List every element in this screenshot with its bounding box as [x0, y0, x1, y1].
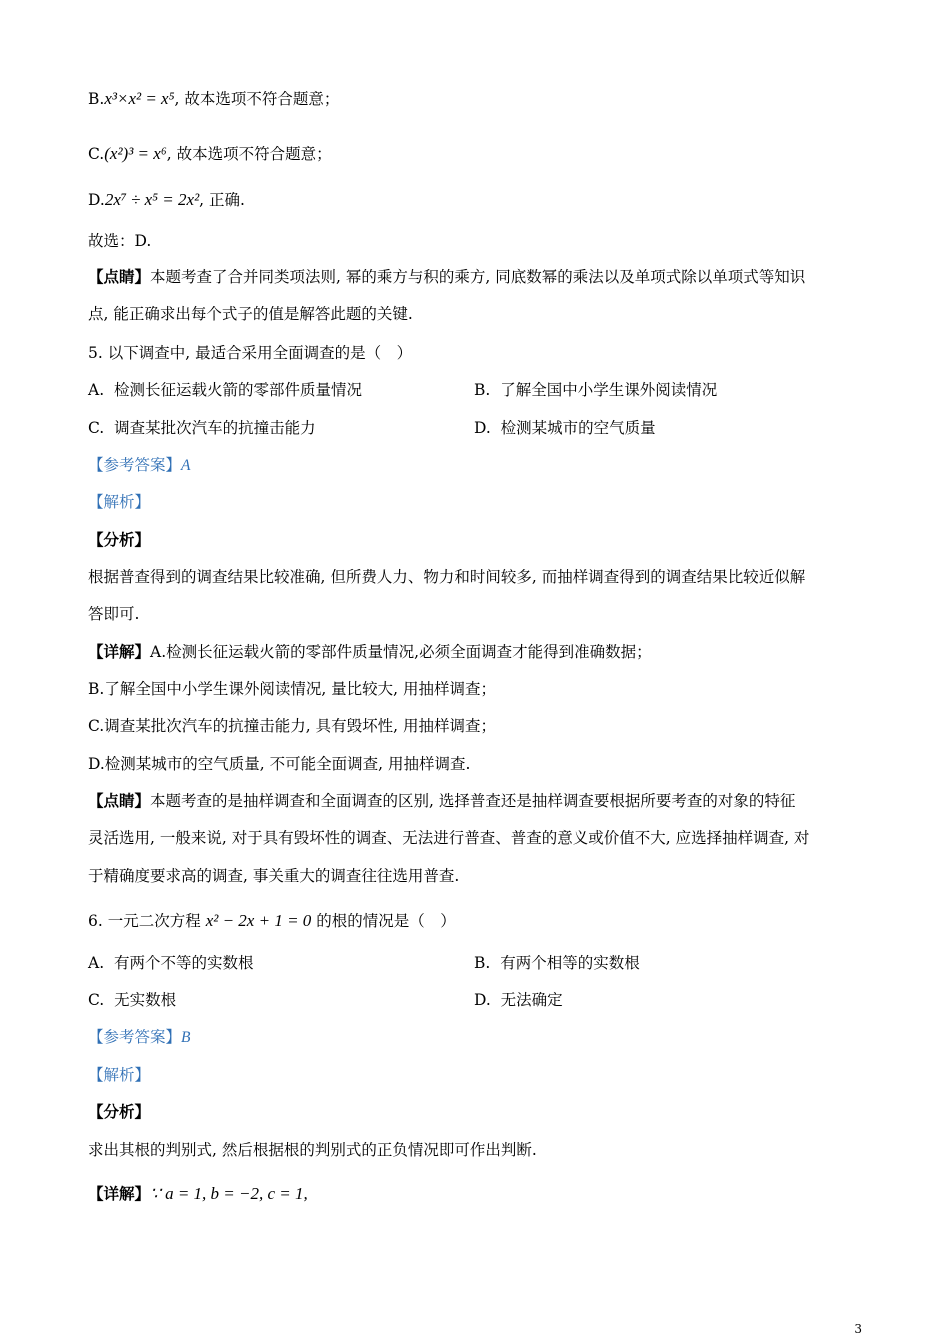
q5-stem: 5. 以下调查中, 最适合采用全面调查的是（ ）: [88, 344, 413, 362]
q5-tip-line1: 【点睛】本题考查的是抽样调查和全面调查的区别, 选择普查还是抽样调查要根据所要考查的对象的特征: [88, 791, 796, 810]
q6-fenxi-line1: 求出其根的判别式, 然后根据根的判别式的正负情况即可作出判断.: [88, 1141, 537, 1159]
q4-tip-line1: 【点睛】本题考查了合并同类项法则, 幂的乘方与积的乘方, 同底数幂的乘法以及单项式除以单项式等知识: [88, 267, 806, 286]
q4-option-d-line: D.2x⁷ ÷ x⁵ = 2x², 正确.: [88, 190, 245, 209]
q5-detail-a: 【详解】A.检测长征运载火箭的零部件质量情况,必须全面调查才能得到准确数据；: [88, 642, 652, 661]
q5-detail-c: C.调查某批次汽车的抗撞击能力, 具有毁坏性, 用抽样调查；: [88, 717, 496, 735]
q4-option-c-line: C.(x²)³ = x⁶, 故本选项不符合题意；: [88, 144, 332, 163]
q5-option-b: B. 了解全国中小学生课外阅读情况: [474, 381, 718, 399]
q4-tip-line2: 点, 能正确求出每个式子的值是解答此题的关键.: [88, 305, 413, 323]
q4-option-b-line: B.x³×x² = x⁵, 故本选项不符合题意；: [88, 89, 340, 108]
q5-option-d: D. 检测某城市的空气质量: [474, 419, 656, 437]
q6-answer: 【参考答案】B: [88, 1028, 191, 1046]
page-number: 3: [854, 1322, 862, 1336]
q5-fenxi-line1: 根据普查得到的调查结果比较准确, 但所费人力、物力和时间较多, 而抽样调查得到的调查结果比较近似解: [88, 568, 806, 586]
q5-tip-line3: 于精确度要求高的调查, 事关重大的调查往往选用普查.: [88, 867, 460, 885]
q5-option-a: A. 检测长征运载火箭的零部件质量情况: [88, 381, 362, 399]
q6-stem: 6. 一元二次方程 x² − 2x + 1 = 0 的根的情况是（ ）: [88, 911, 456, 930]
q5-answer: 【参考答案】A: [88, 456, 191, 474]
math-expression: x² − 2x + 1 = 0: [205, 911, 312, 930]
q5-analysis-label: 【解析】: [88, 493, 151, 511]
q5-detail-d: D.检测某城市的空气质量, 不可能全面调查, 用抽样调查.: [88, 755, 471, 773]
q6-option-c: C. 无实数根: [88, 991, 177, 1009]
q6-fenxi-label: 【分析】: [88, 1102, 151, 1121]
q5-fenxi-line2: 答即可.: [88, 605, 140, 623]
q6-option-a: A. 有两个不等的实数根: [88, 954, 254, 972]
math-expression: (x²)³ = x⁶: [104, 144, 167, 163]
math-expression: 2x⁷ ÷ x⁵ = 2x²: [104, 190, 200, 209]
q6-analysis-label: 【解析】: [88, 1066, 151, 1084]
math-expression: ∵ a = 1, b = −2, c = 1,: [150, 1184, 308, 1203]
q6-option-b: B. 有两个相等的实数根: [474, 954, 640, 972]
q5-fenxi-label: 【分析】: [88, 530, 151, 549]
q5-tip-line2: 灵活选用, 一般来说, 对于具有毁坏性的调查、无法进行普查、普查的意义或价值不大, 应选择抽样调查, 对: [88, 829, 810, 847]
q5-detail-b: B.了解全国中小学生课外阅读情况, 量比较大, 用抽样调查；: [88, 680, 497, 698]
q6-detail: 【详解】∵ a = 1, b = −2, c = 1,: [88, 1184, 308, 1203]
math-expression: x³×x² = x⁵: [104, 89, 175, 108]
q6-option-d: D. 无法确定: [474, 991, 563, 1009]
q5-option-c: C. 调查某批次汽车的抗撞击能力: [88, 419, 316, 437]
q4-choose: 故选：D.: [88, 232, 152, 250]
